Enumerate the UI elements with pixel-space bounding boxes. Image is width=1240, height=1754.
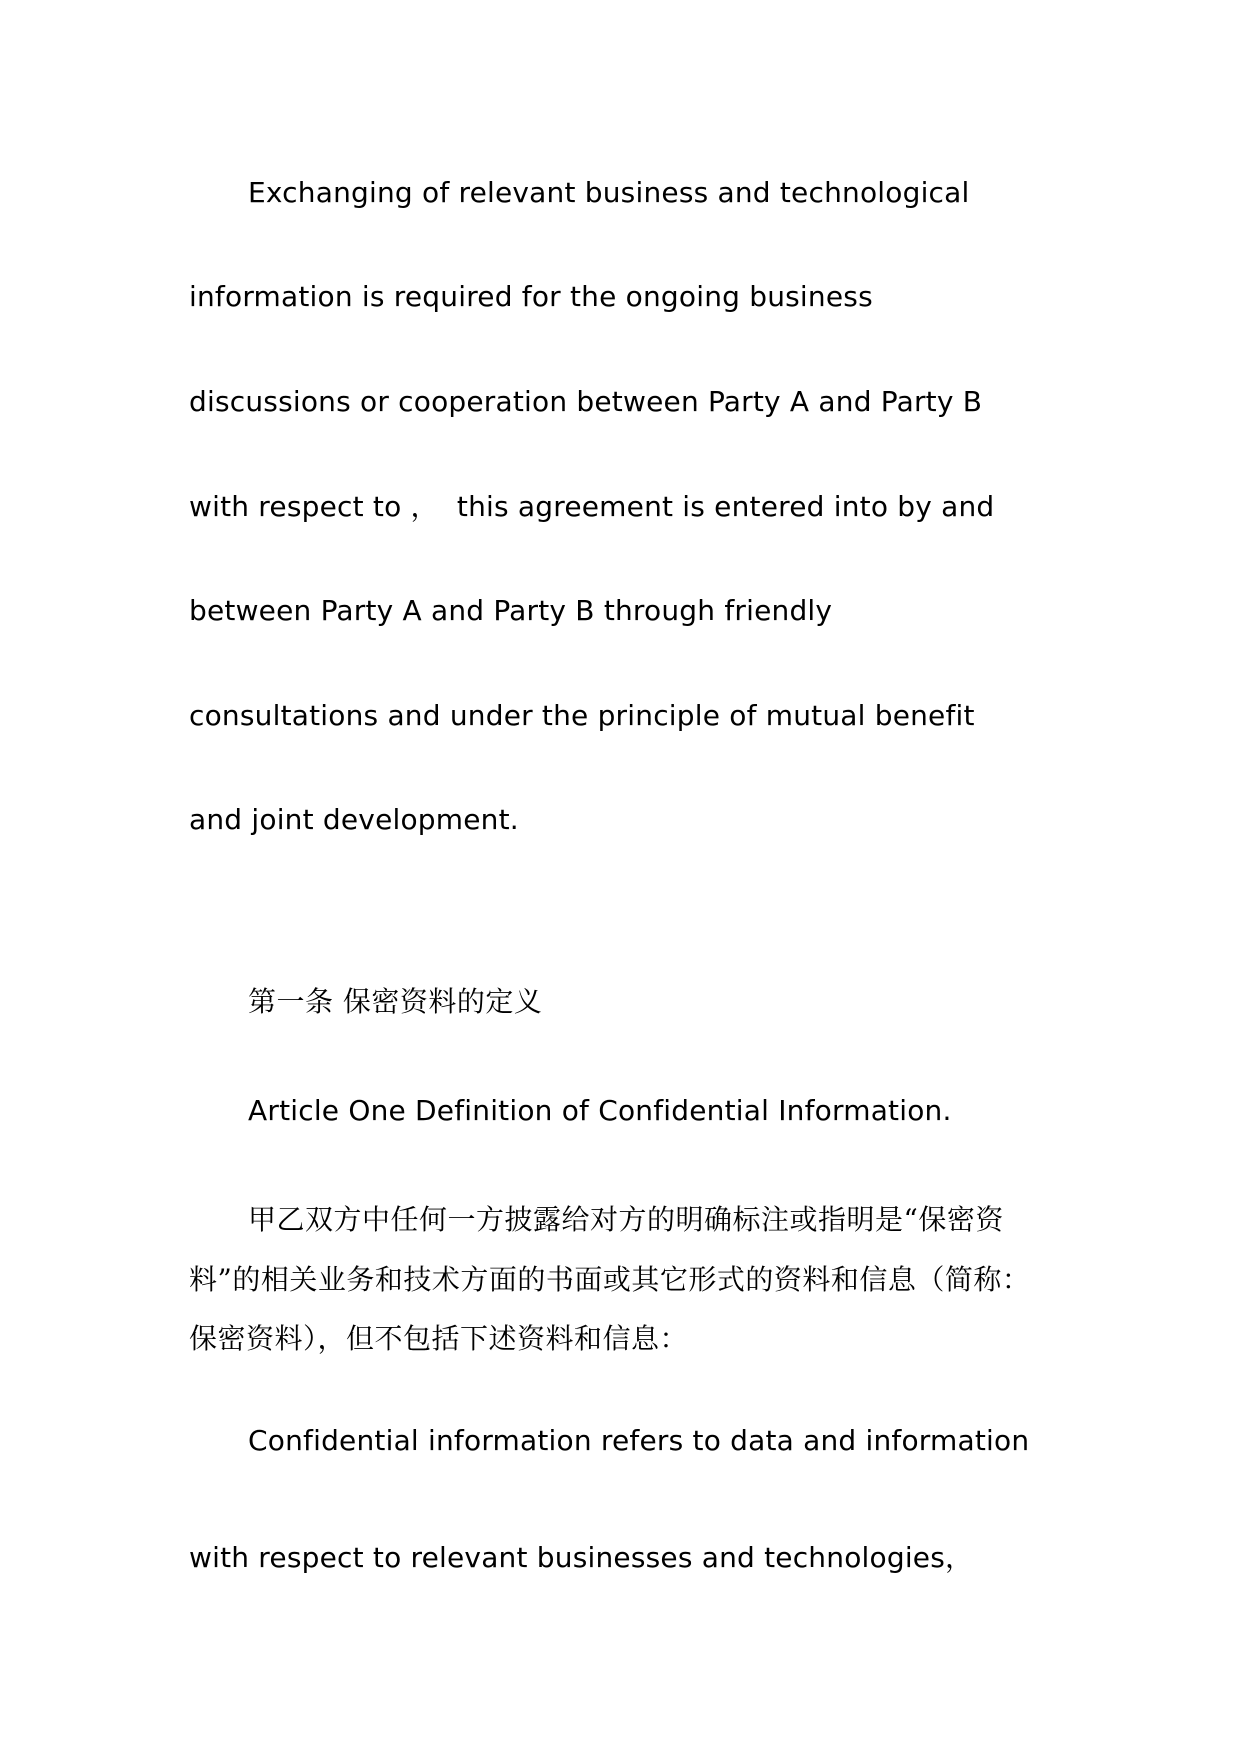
- intro-paragraph-line-1: Exchanging of relevant business and technological: [248, 176, 970, 209]
- intro-paragraph-line-2: information is required for the ongoing business: [189, 280, 873, 313]
- definition-cn-line-3: 保密资料），但不包括下述资料和信息：: [189, 1322, 689, 1355]
- intro-paragraph-line-7: and joint development.: [189, 803, 519, 836]
- intro-paragraph-line-6: consultations and under the principle of mutual benefit: [189, 699, 975, 732]
- article-one-heading-cn: 第一条 保密资料的定义: [248, 985, 543, 1018]
- definition-en-line-1: Confidential information refers to data and information: [248, 1424, 1030, 1457]
- intro-paragraph-line-5: between Party A and Party B through friendly: [189, 594, 833, 627]
- definition-en-line-2: with respect to relevant businesses and technologies，: [189, 1541, 974, 1574]
- article-one-heading-en: Article One Definition of Confidential Information.: [248, 1094, 952, 1127]
- definition-cn-line-2: 料”的相关业务和技术方面的书面或其它形式的资料和信息（简称：: [189, 1263, 1031, 1296]
- definition-cn-line-1: 甲乙双方中任何一方披露给对方的明确标注或指明是“保密资: [248, 1203, 1004, 1236]
- intro-paragraph-line-3: discussions or cooperation between Party A and Party B: [189, 385, 983, 418]
- intro-paragraph-line-4: with respect to ， this agreement is entered into by and: [189, 490, 995, 523]
